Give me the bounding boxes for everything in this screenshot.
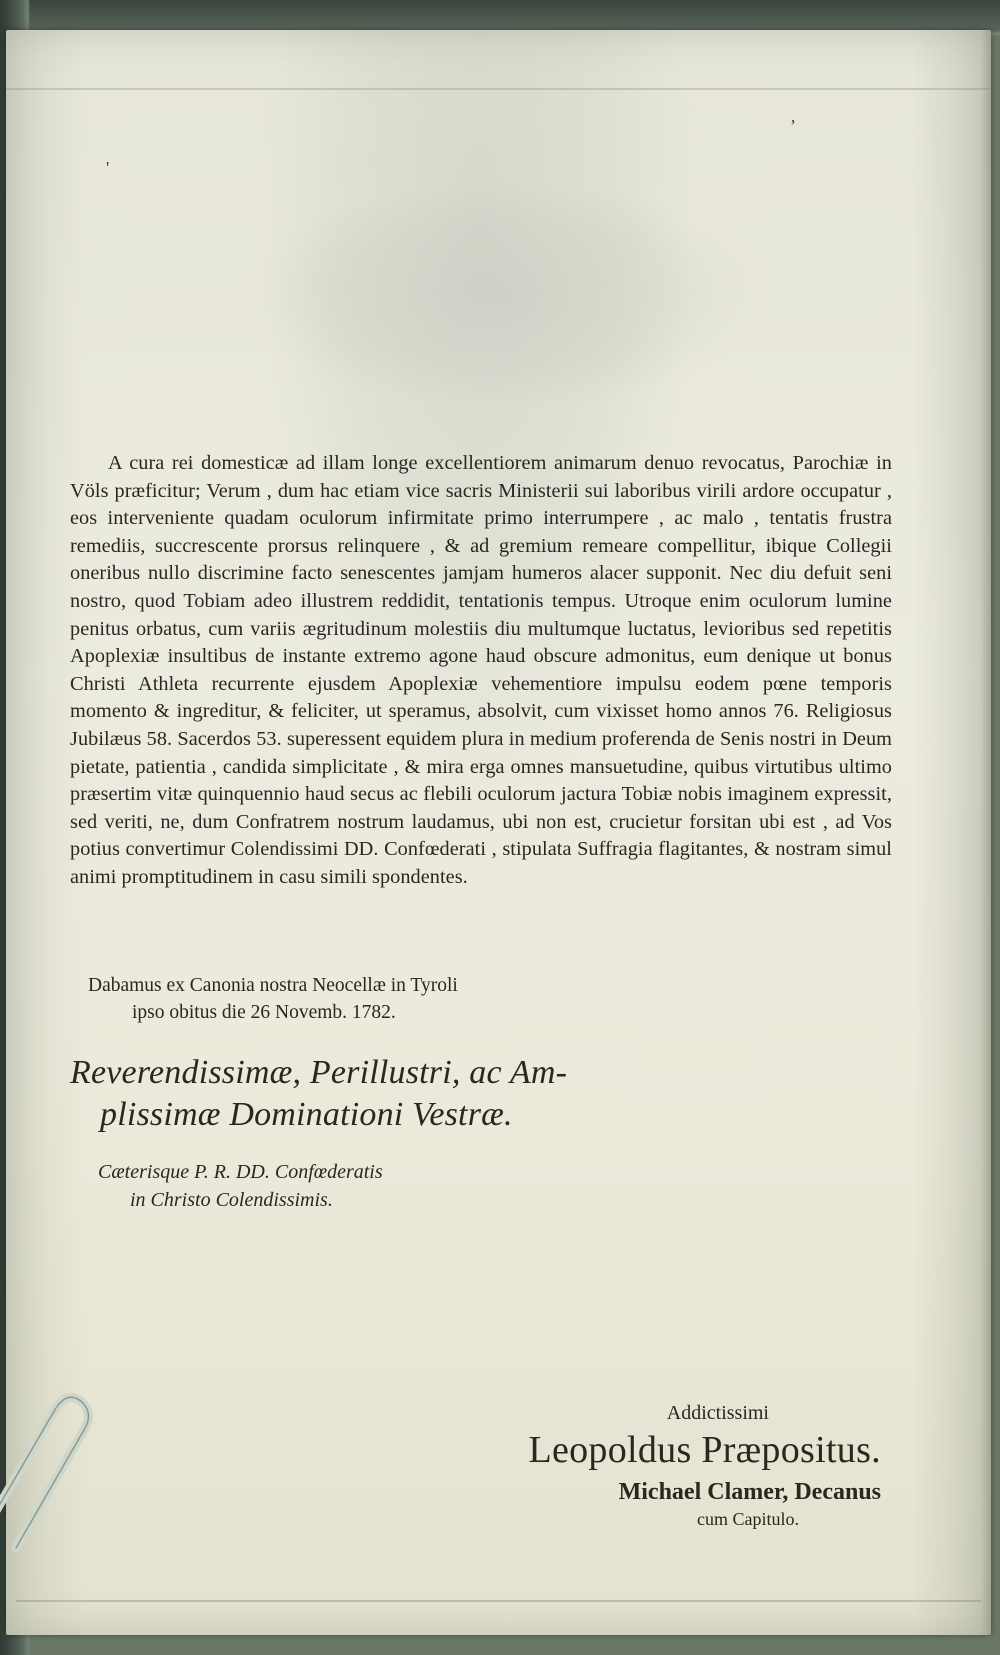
paper-clip-icon — [0, 1388, 101, 1588]
page-right-edge — [981, 30, 991, 1635]
dean-signature: Michael Clamer, Decanus — [618, 1479, 881, 1505]
top-fold-line — [6, 88, 991, 90]
stray-ink-mark: ' — [106, 158, 110, 178]
confoederati-address — [98, 1158, 383, 1214]
confoederati-line-1: Cæterisque P. R. DD. Confœderatis — [98, 1161, 383, 1183]
provost-signature: Leopoldus Præpositus. — [528, 1429, 881, 1471]
dateline — [88, 972, 458, 1026]
chapter-line: cum Capitulo. — [697, 1509, 799, 1529]
salutation-line-2: plissimæ Dominationi Vestræ. — [100, 1096, 513, 1133]
closing-word: Addictissimi — [666, 1402, 769, 1424]
salutation — [70, 1052, 567, 1136]
faded-emblem-show-through — [236, 180, 776, 410]
salutation-line-1: Reverendissimæ, Perillustri, ac Am- — [70, 1054, 568, 1091]
bottom-fold-line — [16, 1600, 981, 1602]
signature-block — [528, 1400, 881, 1530]
document-page — [6, 30, 991, 1635]
confoederati-line-2: in Christo Colendissimis. — [130, 1189, 333, 1211]
dateline-line-1: Dabamus ex Canonia nostra Neocellæ in Tyroli — [88, 975, 458, 996]
letter-body-paragraph: A cura rei domesticæ ad illam longe excellentiorem animarum denuo revocatus, Parochiæ in Völs præficitur; Verum , dum hac etiam vice sacris Ministerii sui laboribus virili ardore occupatur , eos interveniente quadam oculorum infirmitate primo interrumpere , ac malo , tentatis frustra remediis, succrescente prorsus relinquere , & ad gremium remeare compellitur, ibique Collegii oneribus nullo discrimine facto senescentes jamjam humeros alacer supponit. Nec diu defuit seni nostro, quod Tobiam adeo illustrem reddidit, tentationis tempus. Utroque enim oculorum lumine penitus orbatus, cum variis ægritudinum molestiis diu multumque luctatus, levioribus sed repetitis Apoplexiæ insultibus de instante extremo agone haud obscure admonitus, eum denique ut bonus Christi Athleta recurrente ejusdem Apoplexiæ vehementiore impulsu eodem pœne temporis momento & ingreditur, & feliciter, ut speramus, absolvit, cum vixisset homo annos 76. Religiosus Jubilæus 58. Sacerdos 53. superessent equidem plura in medium proferenda de Senis nostri in Deum pietate, patientia , candida simplicitate , & mira erga omnes mansuetudine, quibus virtutibus ultimo præsertim vitæ quinquennio haud secus ac flebili oculorum jactura Tobiæ nobis imaginem expressit, sed veriti, ne, dum Confratrem nostrum laudamus, ubi non est, crucietur forsitan ubi est , ad Vos potius convertimur Colendissimi DD. Confœderati , stipulata Suffragia flagitantes, & nostram simul animi promptitudinem in casu simili spondentes. — [70, 452, 892, 888]
stray-ink-mark: ’ — [790, 116, 796, 136]
dateline-line-2: ipso obitus die 26 Novemb. 1782. — [132, 1002, 396, 1023]
